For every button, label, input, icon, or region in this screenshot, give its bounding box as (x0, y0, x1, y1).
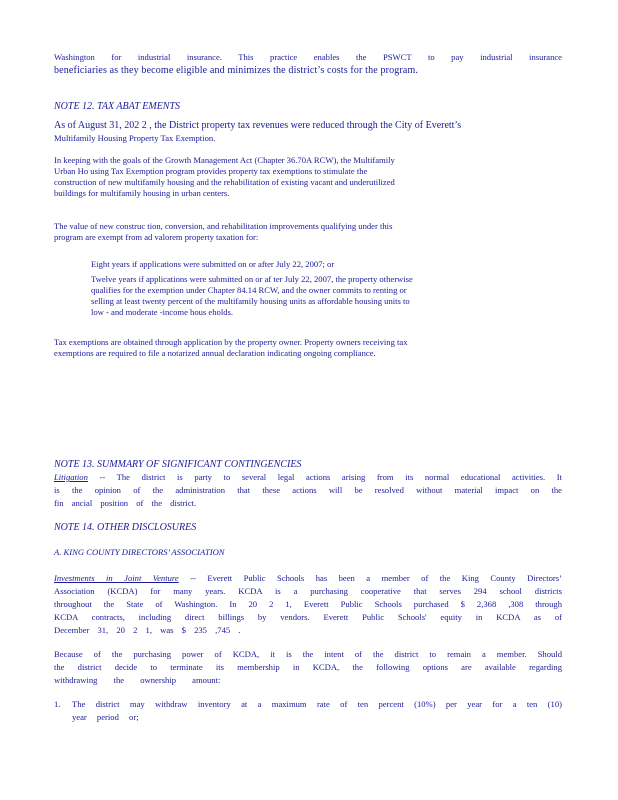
text-line: throughout the State of Washington. In 20 2 1, Everett Public Schools purchased $ 2,368 ,308 through (54, 599, 562, 609)
note14-heading: NOTE 14. OTHER DISCLOSURES (54, 522, 197, 533)
note14-subheading-a: A. KING COUNTY DIRECTORS’ ASSOCIATION (54, 547, 225, 557)
note13-line2: is the opinion of the administration that these actions will be resolved without material impact on the (54, 485, 562, 495)
text-line: selling at least twenty percent of the multifamily housing units as affordable housing units to (91, 296, 410, 306)
litigation-label: Litigation (54, 472, 88, 482)
text-line: Urban Ho using Tax Exemption program provides property tax exemptions to stimulate the (54, 166, 368, 176)
note12-intro-line2: Multifamily Housing Property Tax Exemption. (54, 133, 216, 143)
note12-bullet2 (91, 274, 413, 318)
text-line: withdrawing the ownership amount: (54, 675, 221, 685)
investments-line1-rest: -- Everett Public Schools has been a member of the King County Directors’ (190, 573, 562, 583)
note12-closing-paragraph (54, 337, 562, 359)
note13-line3: fin ancial position of the district. (54, 498, 197, 508)
note14-investments-line1 (54, 573, 562, 584)
text-line: construction of new multifamily housing and the rehabilitation of existing vacant and underutilized (54, 177, 395, 187)
text-line: The value of new construc tion, conversion, and rehabilitation improvements qualifying under this (54, 221, 393, 231)
text-line: year period or; (72, 712, 139, 722)
text-line: The district may withdraw inventory at a maximum rate of ten percent (10%) per year for a ten (10) (72, 699, 562, 709)
investments-label: Investments in Joint Venture (54, 573, 179, 583)
text-line: program are exempt from ad valorem property taxation for: (54, 232, 259, 242)
text-line: low - and moderate -income hous eholds. (91, 307, 233, 317)
text-line: Tax exemptions are obtained through application by the property owner. Property owners receiving tax (54, 337, 408, 347)
note13-line1-rest: -- The district is party to several legal actions arising from its normal educational activities. It (99, 472, 562, 482)
text-line: Twelve years if applications were submitted on or af ter July 22, 2007, the property otherwise (91, 274, 413, 284)
text-line: KCDA contracts, including direct billings by vendors. Everett Public Schools' equity in KCDA as of (54, 612, 562, 622)
note12-heading: NOTE 12. TAX ABAT EMENTS (54, 101, 181, 112)
text-line: December 31, 20 2 1, was $ 235 ,745 . (54, 625, 241, 635)
item1-number: 1. (54, 699, 61, 709)
text-line: exemptions are required to file a notarized annual declaration indicating ongoing compliance. (54, 348, 376, 358)
note12-intro-line1: As of August 31, 202 2 , the District property tax revenues were reduced through the City of Everett’s (54, 120, 462, 131)
text-line: qualifies for the exemption under Chapter 84.14 RCW, and the owner commits to renting or (91, 285, 407, 295)
para-top-line2: beneficiaries as they become eligible and minimizes the district’s costs for the program. (54, 65, 419, 76)
note13-line1 (54, 472, 562, 483)
text-line: the district decide to terminate its membership in KCDA, the following options are available regarding (54, 662, 562, 672)
text-line: Association (KCDA) for many years. KCDA is a purchasing cooperative that serves 294 school districts (54, 586, 562, 596)
note12-bullet1: Eight years if applications were submitted on or after July 22, 2007; or (91, 259, 335, 269)
text-line: In keeping with the goals of the Growth Management Act (Chapter 36.70A RCW), the Multifamily (54, 155, 395, 165)
text-line: buildings for multifamily housing in urban centers. (54, 188, 230, 198)
note12-value-paragraph (54, 221, 562, 243)
note12-goals-paragraph (54, 155, 562, 199)
note13-heading: NOTE 13. SUMMARY OF SIGNIFICANT CONTINGENCIES (54, 459, 302, 470)
para-top-line1: Washington for industrial insurance. This practice enables the PSWCT to pay industrial insurance (54, 52, 562, 62)
text-line: Because of the purchasing power of KCDA, it is the intent of the district to remain a member. Should (54, 649, 562, 659)
